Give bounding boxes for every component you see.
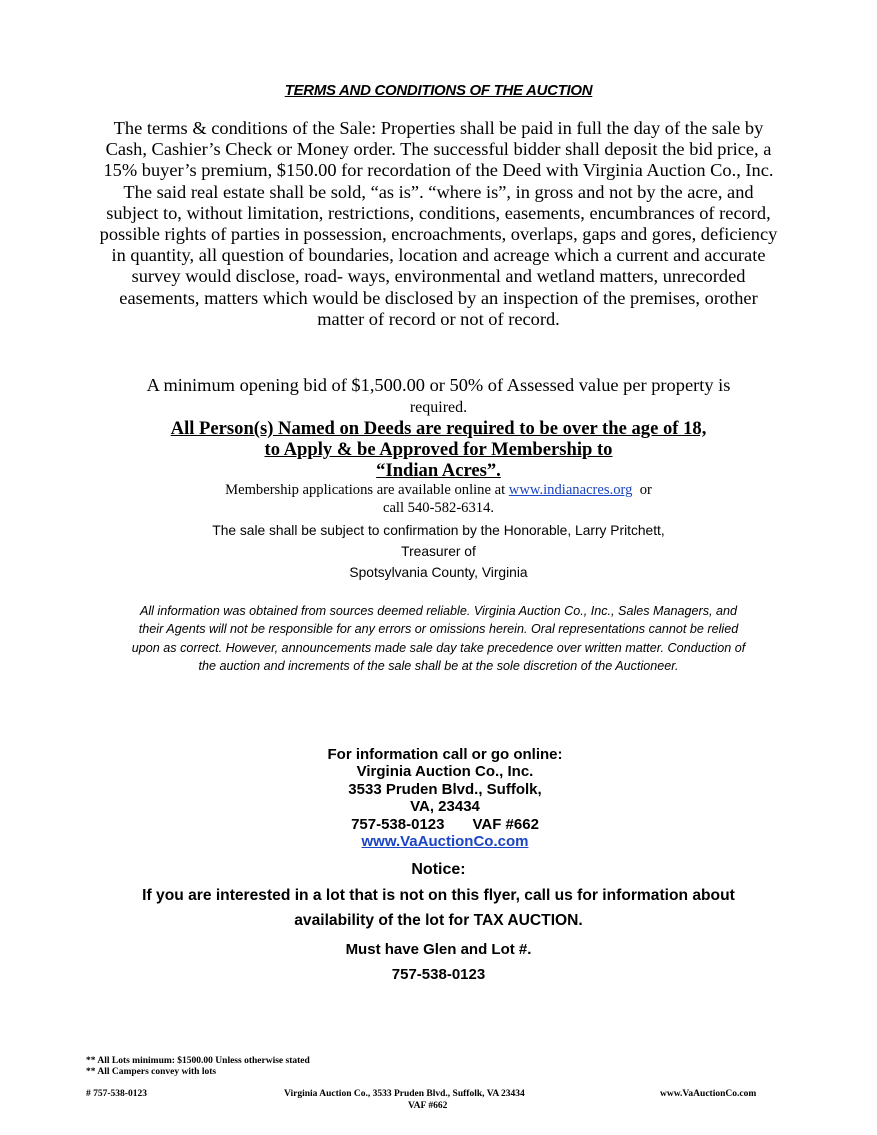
- notice-text: If you are interested in a lot that is not on this flyer, call us for information about availability of the lot for TAX AUCTION.: [142, 887, 735, 929]
- apps-phone: call 540-582-6314.: [382, 500, 495, 516]
- contact-company: Virginia Auction Co., Inc.: [356, 763, 534, 781]
- confirmation-line-1: The sale shall be subject to confirmation by the Honorable, Larry Pritchett,: [212, 523, 665, 538]
- footer-note-2: ** All Campers convey with lots: [86, 1067, 217, 1077]
- apps-suffix: or: [639, 482, 652, 498]
- disclaimer: All information was obtained from sources deemed reliable. Virginia Auction Co., Inc., Sales Managers, and their Agents will not be responsible for any errors or omissions herein. Oral representations cannot be relied upon as correct. However, announcements made sale day take precedence over written matter. Conduction of the auction and increments of the sale shall be at the sole discretion of the Auctioneer.: [131, 604, 746, 674]
- indianacres-link[interactable]: www.indianacres.org: [508, 482, 633, 498]
- membership-requirement: [0, 418, 877, 481]
- contact-block: [230, 746, 660, 850]
- footer-left: # 757-538-0123: [86, 1089, 147, 1099]
- minimum-bid-required: required.: [409, 399, 468, 416]
- footer-note-1: ** All Lots minimum: $1500.00 Unless otherwise stated: [86, 1056, 310, 1066]
- confirmation-line-2: Treasurer of: [401, 544, 476, 560]
- confirmation-line-3: Spotsylvania County, Virginia: [349, 565, 528, 581]
- terms-paragraph: The terms & conditions of the Sale: Properties shall be paid in full the day of the sale by Cash, Cashier’s Check or Money order. The successful bidder shall deposit the bid price, a 15% buyer’s premium, $150.00 for recordation of the Deed with Virginia Auction Co., Inc. The said real estate shall be sold, “as is”. “where is”, in gross and not by the acre, and subject to, without limitation, restrictions, conditions, easements, encumbrances of record, possible rights of parties in possession, encroachments, overlaps, gaps and gores, deficiency in quantity, all question of boundaries, location and acreage which a current and accurate survey would disclose, road- ways, environmental and wetland matters, unrecorded easements, matters which would be disclosed by an inspection of the premises, orother matter of record or not of record.: [99, 118, 778, 329]
- membership-applications: [0, 481, 877, 517]
- confirmation-statement: [0, 520, 877, 584]
- website-link[interactable]: www.VaAuctionCo.com: [361, 833, 529, 851]
- minimum-bid: [100, 375, 777, 418]
- membership-line-3: “Indian Acres”.: [376, 460, 501, 481]
- membership-line-1: All Person(s) Named on Deeds are required to be over the age of 18,: [170, 418, 707, 439]
- contact-vaf: VAF #662: [472, 815, 539, 833]
- apps-prefix: Membership applications are available online at: [225, 482, 506, 498]
- membership-line-2: to Apply & be Approved for Membership to: [264, 439, 613, 460]
- notice-title: Notice:: [411, 861, 466, 878]
- page-title: TERMS AND CONDITIONS OF THE AUCTION: [284, 82, 593, 99]
- notice-phone: 757-538-0123: [391, 966, 486, 983]
- contact-intro: For information call or go online:: [327, 746, 563, 763]
- footer-vaf: VAF #662: [408, 1101, 448, 1111]
- notice-must: Must have Glen and Lot #.: [345, 941, 532, 958]
- minimum-bid-text: A minimum opening bid of $1,500.00 or 50% of Assessed value per property is: [146, 375, 731, 395]
- footer-right: www.VaAuctionCo.com: [660, 1089, 757, 1099]
- contact-address-1: 3533 Pruden Blvd., Suffolk,: [348, 780, 542, 798]
- footer-center: Virginia Auction Co., 3533 Pruden Blvd., Suffolk, VA 23434: [284, 1089, 525, 1099]
- contact-address-2: VA, 23434: [410, 798, 480, 816]
- contact-phone: 757-538-0123: [351, 815, 445, 833]
